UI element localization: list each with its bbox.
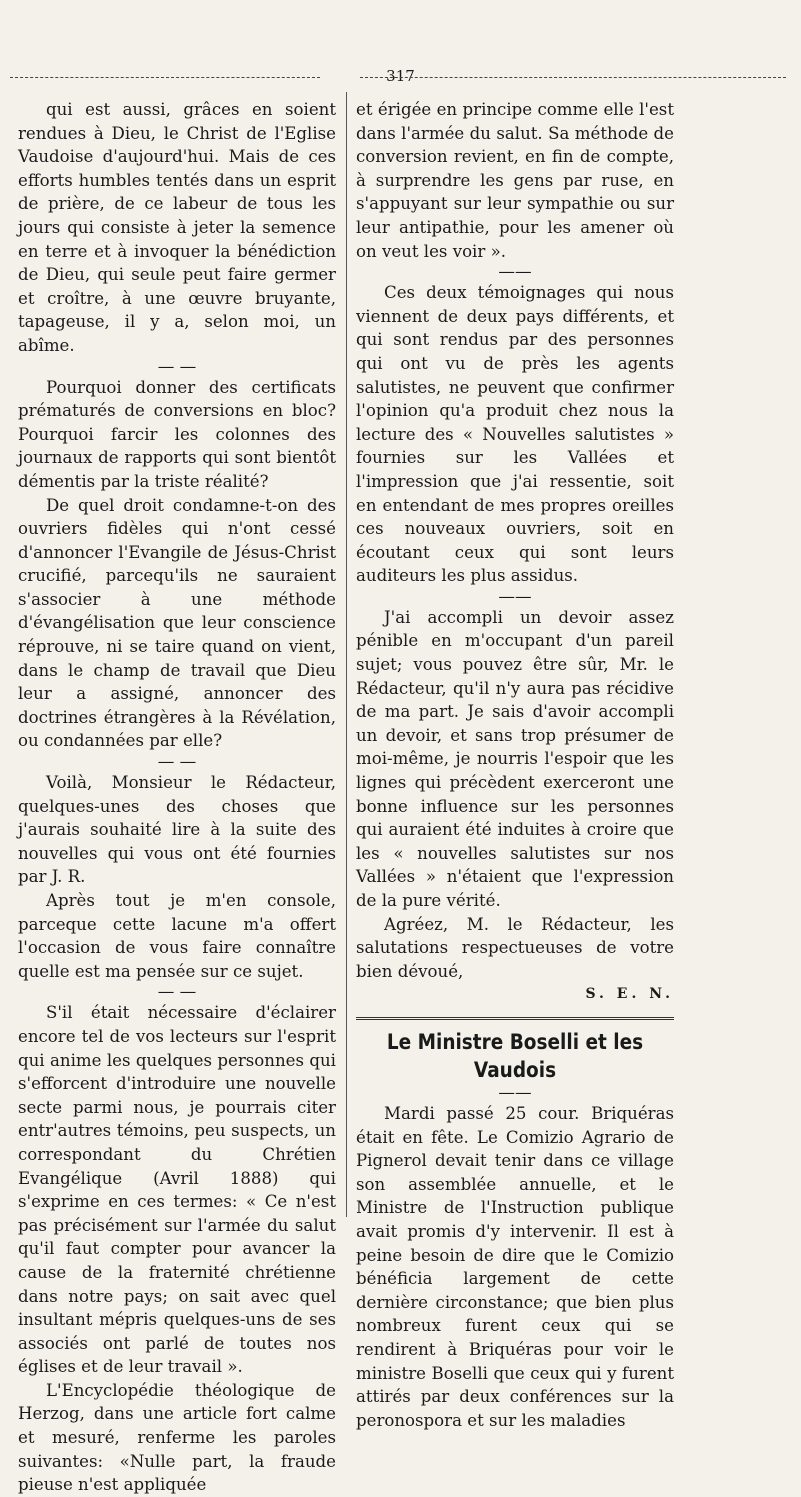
left-column — [18, 98, 336, 1497]
page-number: 317 — [382, 67, 419, 85]
header-rule-right — [360, 77, 786, 78]
section-dash: — — — [157, 982, 197, 1002]
section-dash: —— — [498, 586, 532, 606]
paragraph: Mardi passé 25 cour. Briquéras était en fête. Le Comizio Agrario de Pignerol devait tenir dans ce village son assemblée annuelle, et le Ministre de l'Instruction publique avait promis d'y intervenir. Il est à peine besoin de dire que le Comizio bénéficia largement de cette dernière circonstance; que bien plus nombreux furent ceux qui se rendirent à Briquéras pour voir le ministre Boselli que ceux qui y furent attirés par deux conférences sur la peronospora et sur les maladies — [356, 1103, 674, 1430]
header-rule-left — [10, 77, 320, 78]
paragraph: L'Encyclopédie théologique de Herzog, dans une article fort calme et mesuré, renferme les paroles suivantes: «Nulle part, la fraude pieuse n'est appliquée — [18, 1380, 336, 1495]
paragraph: Ces deux témoignages qui nous viennent de deux pays différents, et qui sont rendus par des personnes qui ont vu de près les agents salutistes, ne peuvent que confirmer l'opinion qu'a produit chez nous la lecture des « Nouvelles salutistes » fournies sur les Vallées et l'impression que j'ai ressentie, soit en entendant de mes propres oreilles ces nouveaux ouvriers, soit en écoutant ceux qui sont leurs auditeurs les plus assidus. — [356, 283, 674, 586]
paragraph: Après tout je m'en console, parceque cette lacune m'a offert l'occasion de vous faire connaître quelle est ma pensée sur ce sujet. — [18, 891, 336, 981]
article-heading: Le Ministre Boselli et les Vaudois — [386, 1029, 644, 1082]
paragraph: Pourquoi donner des certificats prématurés de conversions en bloc? Pourquoi farcir les colonnes des journaux de rapports qui sont bientôt démentis par la triste réalité? — [18, 377, 336, 491]
section-dash: — — — [157, 752, 197, 772]
paragraph: Agréez, M. le Rédacteur, les salutations respectueuses de votre bien dévoué, — [356, 914, 674, 981]
section-dash: —— — [498, 262, 532, 282]
paragraph: Voilà, Monsieur le Rédacteur, quelques-unes des choses que j'aurais souhaité lire à la suite des nouvelles qui vous ont été fournies par J. R. — [18, 773, 336, 887]
paragraph: et érigée en principe comme elle l'est dans l'armée du salut. Sa méthode de conversion revient, en fin de compte, à surprendre les gens par ruse, en s'appuyant sur leur sympathie ou sur leur antipathie, pour les amener où on veut les voir ». — [356, 100, 674, 261]
section-rule — [356, 1017, 674, 1020]
section-dash: — — — [157, 356, 197, 376]
paragraph: qui est aussi, grâces en soient rendues à Dieu, le Christ de l'Eglise Vaudoise d'aujourd'hui. Mais de ces efforts humbles tentés dans un esprit de prière, de ce labeur de tous les jours qui consiste à jeter la semence en terre et à invoquer la bénédiction de Dieu, qui seule peut faire germer et croître, à une œuvre bruyante, tapageuse, il y a, selon moi, un abîme. — [18, 100, 336, 355]
signature: S. E. N. — [585, 986, 674, 1003]
right-column — [356, 98, 674, 1432]
section-dash: —— — [498, 1082, 532, 1102]
paragraph: S'il était nécessaire d'éclairer encore tel de vos lecteurs sur l'esprit qui anime les quelques personnes qui s'efforcent d'introduire une nouvelle secte parmi nous, je pourrais citer entr'autres témoins, peu suspects, un correspondant du Chrétien Evangélique (Avril 1888) qui s'exprime en ces termes: « Ce n'est pas précisément sur l'armée du salut qu'il faut compter pour avancer la cause de la fraternité chrétienne dans notre pays; on sait avec quel insultant mépris quelques-uns de ses associés ont parlé de toutes nos églises et de leur travail ». — [18, 1003, 336, 1377]
column-divider — [346, 92, 347, 1217]
page-header — [0, 66, 801, 86]
paragraph: De quel droit condamne-t-on des ouvriers fidèles qui n'ont cessé d'annoncer l'Evangile de Jésus-Christ crucifié, parcequ'ils ne sauraient s'associer à une méthode d'évangélisation que leur conscience réprouve, ni se taire quand on vient, dans le champ de travail que Dieu leur a assigné, annoncer des doctrines étrangères à la Révélation, ou condannées par elle? — [18, 495, 336, 751]
paragraph: J'ai accompli un devoir assez pénible en m'occupant d'un pareil sujet; vous pouvez être sûr, Mr. le Rédacteur, qu'il n'y aura pas récidive de ma part. Je sais d'avoir accompli un devoir, et sans trop présumer de moi-même, je nourris l'espoir que les lignes qui précèdent exerceront une bonne influence sur les personnes qui auraient été induites à croire que les « nouvelles salutistes sur nos Vallées » n'étaient que l'expression de la pure vérité. — [356, 607, 674, 910]
